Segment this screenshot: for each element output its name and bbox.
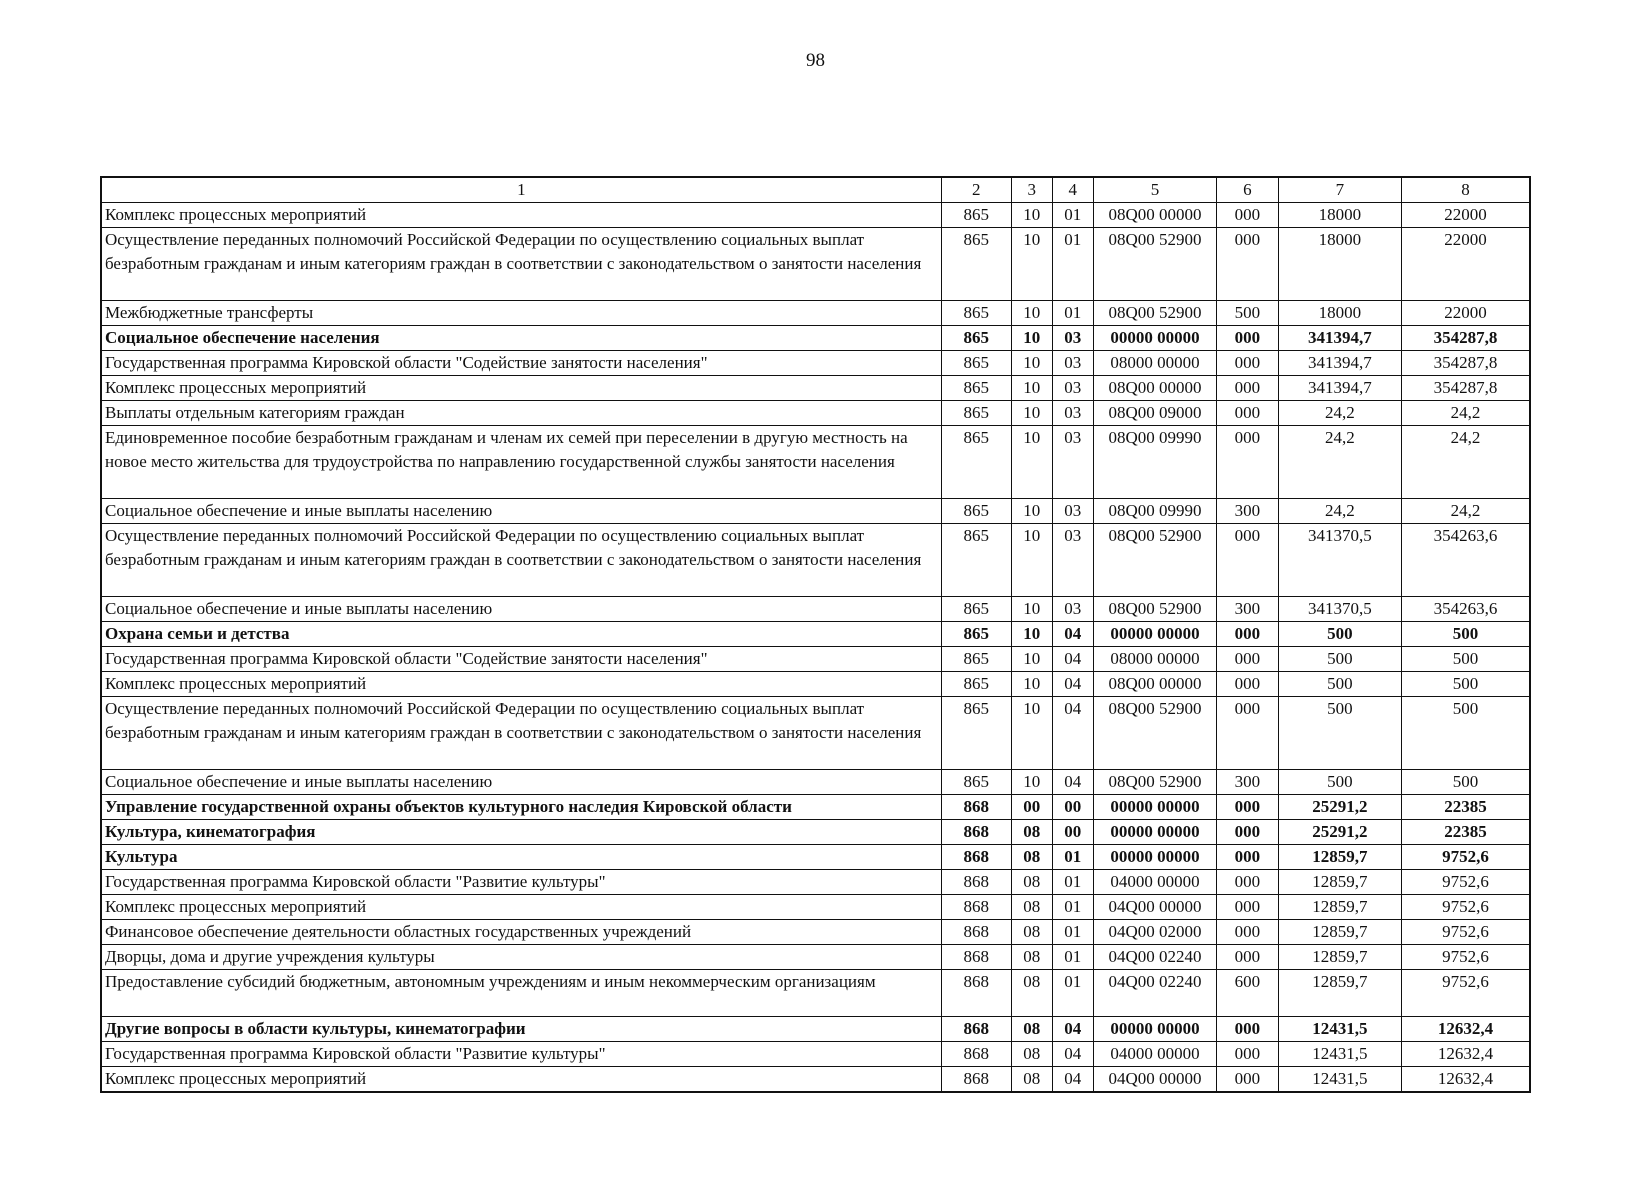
subsection-cell: 01 <box>1052 945 1093 970</box>
subsection-cell: 03 <box>1052 351 1093 376</box>
column-header: 8 <box>1402 177 1531 203</box>
target-article-cell: 08Q00 52900 <box>1093 301 1216 326</box>
amount-year2-cell: 354287,8 <box>1402 376 1531 401</box>
subsection-cell: 01 <box>1052 870 1093 895</box>
row-name-cell: Управление государственной охраны объектов культурного наследия Кировской области <box>101 795 941 820</box>
table-row <box>101 870 1530 895</box>
amount-year1-cell: 18000 <box>1278 301 1401 326</box>
target-article-cell: 08Q00 00000 <box>1093 203 1216 228</box>
expense-type-cell: 000 <box>1217 1042 1279 1067</box>
page-number: 98 <box>806 50 825 71</box>
section-cell: 08 <box>1011 1042 1052 1067</box>
amount-year2-cell: 12632,4 <box>1402 1067 1531 1093</box>
ministry-code-cell: 865 <box>941 351 1011 376</box>
section-cell: 10 <box>1011 672 1052 697</box>
amount-year2-cell: 22000 <box>1402 301 1531 326</box>
expense-type-cell: 000 <box>1217 376 1279 401</box>
row-name-cell: Культура <box>101 845 941 870</box>
target-article-cell: 00000 00000 <box>1093 795 1216 820</box>
expense-type-cell: 500 <box>1217 301 1279 326</box>
amount-year2-cell: 24,2 <box>1402 499 1531 524</box>
expense-type-cell: 000 <box>1217 351 1279 376</box>
section-cell: 10 <box>1011 524 1052 597</box>
section-cell: 08 <box>1011 845 1052 870</box>
header-row <box>101 177 1530 203</box>
section-cell: 10 <box>1011 326 1052 351</box>
expense-type-cell: 000 <box>1217 1017 1279 1042</box>
subsection-cell: 01 <box>1052 301 1093 326</box>
section-cell: 10 <box>1011 203 1052 228</box>
ministry-code-cell: 865 <box>941 672 1011 697</box>
expense-type-cell: 000 <box>1217 401 1279 426</box>
target-article-cell: 08Q00 52900 <box>1093 697 1216 770</box>
row-name-cell: Комплекс процессных мероприятий <box>101 1067 941 1093</box>
target-article-cell: 04Q00 02240 <box>1093 945 1216 970</box>
expense-type-cell: 000 <box>1217 203 1279 228</box>
amount-year1-cell: 500 <box>1278 622 1401 647</box>
ministry-code-cell: 865 <box>941 301 1011 326</box>
row-name-cell: Комплекс процессных мероприятий <box>101 203 941 228</box>
expense-type-cell: 600 <box>1217 970 1279 1017</box>
row-name-cell: Государственная программа Кировской области "Развитие культуры" <box>101 870 941 895</box>
table-row <box>101 301 1530 326</box>
amount-year1-cell: 24,2 <box>1278 401 1401 426</box>
table-row <box>101 945 1530 970</box>
amount-year1-cell: 12859,7 <box>1278 970 1401 1017</box>
ministry-code-cell: 868 <box>941 845 1011 870</box>
amount-year2-cell: 9752,6 <box>1402 920 1531 945</box>
section-cell: 10 <box>1011 499 1052 524</box>
row-name-cell: Социальное обеспечение и иные выплаты населению <box>101 597 941 622</box>
row-name-cell: Социальное обеспечение и иные выплаты населению <box>101 770 941 795</box>
section-cell: 08 <box>1011 970 1052 1017</box>
row-name-cell: Государственная программа Кировской области "Развитие культуры" <box>101 1042 941 1067</box>
section-cell: 10 <box>1011 376 1052 401</box>
subsection-cell: 03 <box>1052 326 1093 351</box>
expense-type-cell: 000 <box>1217 672 1279 697</box>
section-cell: 10 <box>1011 301 1052 326</box>
ministry-code-cell: 865 <box>941 770 1011 795</box>
amount-year2-cell: 500 <box>1402 647 1531 672</box>
row-name-cell: Государственная программа Кировской области "Содействие занятости населения" <box>101 647 941 672</box>
ministry-code-cell: 865 <box>941 524 1011 597</box>
amount-year2-cell: 12632,4 <box>1402 1017 1531 1042</box>
row-name-cell: Охрана семьи и детства <box>101 622 941 647</box>
amount-year2-cell: 354287,8 <box>1402 326 1531 351</box>
amount-year2-cell: 24,2 <box>1402 401 1531 426</box>
amount-year1-cell: 24,2 <box>1278 426 1401 499</box>
table-row <box>101 697 1530 770</box>
section-cell: 00 <box>1011 795 1052 820</box>
section-cell: 10 <box>1011 647 1052 672</box>
section-cell: 08 <box>1011 945 1052 970</box>
expense-type-cell: 000 <box>1217 945 1279 970</box>
row-name-cell: Осуществление переданных полномочий Российской Федерации по осуществлению социальных выплат безработным гражданам и иным категориям граждан в соответствии с законодательством о занятости населения <box>101 697 941 770</box>
ministry-code-cell: 868 <box>941 895 1011 920</box>
amount-year1-cell: 341394,7 <box>1278 376 1401 401</box>
target-article-cell: 04000 00000 <box>1093 870 1216 895</box>
ministry-code-cell: 865 <box>941 228 1011 301</box>
ministry-code-cell: 868 <box>941 795 1011 820</box>
section-cell: 10 <box>1011 426 1052 499</box>
subsection-cell: 04 <box>1052 1067 1093 1093</box>
subsection-cell: 04 <box>1052 1017 1093 1042</box>
ministry-code-cell: 865 <box>941 499 1011 524</box>
expense-type-cell: 000 <box>1217 524 1279 597</box>
table-row <box>101 401 1530 426</box>
target-article-cell: 08000 00000 <box>1093 647 1216 672</box>
expense-type-cell: 000 <box>1217 1067 1279 1093</box>
expense-type-cell: 000 <box>1217 697 1279 770</box>
amount-year2-cell: 354263,6 <box>1402 597 1531 622</box>
table-row <box>101 820 1530 845</box>
budget-table <box>100 176 1531 1093</box>
amount-year1-cell: 18000 <box>1278 203 1401 228</box>
target-article-cell: 08Q00 52900 <box>1093 597 1216 622</box>
table-row <box>101 770 1530 795</box>
row-name-cell: Другие вопросы в области культуры, кинематографии <box>101 1017 941 1042</box>
table-row <box>101 1067 1530 1093</box>
expense-type-cell: 000 <box>1217 426 1279 499</box>
target-article-cell: 04000 00000 <box>1093 1042 1216 1067</box>
table-row <box>101 845 1530 870</box>
amount-year2-cell: 24,2 <box>1402 426 1531 499</box>
expense-type-cell: 000 <box>1217 326 1279 351</box>
table-row <box>101 597 1530 622</box>
table-row <box>101 1017 1530 1042</box>
expense-type-cell: 000 <box>1217 845 1279 870</box>
row-name-cell: Культура, кинематография <box>101 820 941 845</box>
ministry-code-cell: 865 <box>941 697 1011 770</box>
subsection-cell: 03 <box>1052 426 1093 499</box>
ministry-code-cell: 868 <box>941 920 1011 945</box>
section-cell: 08 <box>1011 1067 1052 1093</box>
section-cell: 10 <box>1011 351 1052 376</box>
ministry-code-cell: 868 <box>941 1067 1011 1093</box>
subsection-cell: 01 <box>1052 203 1093 228</box>
subsection-cell: 01 <box>1052 228 1093 301</box>
row-name-cell: Социальное обеспечение населения <box>101 326 941 351</box>
column-header: 3 <box>1011 177 1052 203</box>
row-name-cell: Государственная программа Кировской области "Содействие занятости населения" <box>101 351 941 376</box>
amount-year2-cell: 354287,8 <box>1402 351 1531 376</box>
target-article-cell: 04Q00 00000 <box>1093 895 1216 920</box>
amount-year1-cell: 18000 <box>1278 228 1401 301</box>
subsection-cell: 03 <box>1052 499 1093 524</box>
expense-type-cell: 000 <box>1217 228 1279 301</box>
target-article-cell: 08Q00 52900 <box>1093 228 1216 301</box>
ministry-code-cell: 865 <box>941 426 1011 499</box>
table-row <box>101 895 1530 920</box>
expense-type-cell: 000 <box>1217 820 1279 845</box>
subsection-cell: 03 <box>1052 597 1093 622</box>
table-row <box>101 426 1530 499</box>
expense-type-cell: 000 <box>1217 920 1279 945</box>
expense-type-cell: 000 <box>1217 622 1279 647</box>
subsection-cell: 01 <box>1052 845 1093 870</box>
ministry-code-cell: 868 <box>941 1017 1011 1042</box>
amount-year1-cell: 25291,2 <box>1278 820 1401 845</box>
amount-year2-cell: 9752,6 <box>1402 945 1531 970</box>
target-article-cell: 08Q00 09990 <box>1093 426 1216 499</box>
table-row <box>101 920 1530 945</box>
row-name-cell: Выплаты отдельным категориям граждан <box>101 401 941 426</box>
row-name-cell: Межбюджетные трансферты <box>101 301 941 326</box>
column-header: 6 <box>1217 177 1279 203</box>
target-article-cell: 08Q00 00000 <box>1093 376 1216 401</box>
amount-year1-cell: 500 <box>1278 647 1401 672</box>
amount-year2-cell: 22385 <box>1402 795 1531 820</box>
table-row <box>101 795 1530 820</box>
table-body <box>101 203 1530 1093</box>
table-row <box>101 376 1530 401</box>
subsection-cell: 04 <box>1052 697 1093 770</box>
expense-type-cell: 300 <box>1217 770 1279 795</box>
subsection-cell: 03 <box>1052 524 1093 597</box>
column-header: 1 <box>101 177 941 203</box>
subsection-cell: 04 <box>1052 770 1093 795</box>
table-row <box>101 647 1530 672</box>
target-article-cell: 00000 00000 <box>1093 1017 1216 1042</box>
ministry-code-cell: 868 <box>941 1042 1011 1067</box>
amount-year2-cell: 22000 <box>1402 228 1531 301</box>
amount-year2-cell: 12632,4 <box>1402 1042 1531 1067</box>
amount-year1-cell: 25291,2 <box>1278 795 1401 820</box>
target-article-cell: 00000 00000 <box>1093 326 1216 351</box>
section-cell: 08 <box>1011 895 1052 920</box>
section-cell: 08 <box>1011 820 1052 845</box>
expense-type-cell: 000 <box>1217 795 1279 820</box>
amount-year2-cell: 354263,6 <box>1402 524 1531 597</box>
column-header: 4 <box>1052 177 1093 203</box>
amount-year1-cell: 24,2 <box>1278 499 1401 524</box>
amount-year2-cell: 22000 <box>1402 203 1531 228</box>
expense-type-cell: 000 <box>1217 895 1279 920</box>
amount-year2-cell: 9752,6 <box>1402 895 1531 920</box>
amount-year2-cell: 500 <box>1402 622 1531 647</box>
amount-year1-cell: 12859,7 <box>1278 845 1401 870</box>
amount-year2-cell: 9752,6 <box>1402 845 1531 870</box>
expense-type-cell: 300 <box>1217 597 1279 622</box>
table-row <box>101 351 1530 376</box>
amount-year1-cell: 12859,7 <box>1278 870 1401 895</box>
row-name-cell: Осуществление переданных полномочий Российской Федерации по осуществлению социальных выплат безработным гражданам и иным категориям граждан в соответствии с законодательством о занятости населения <box>101 228 941 301</box>
section-cell: 10 <box>1011 401 1052 426</box>
row-name-cell: Предоставление субсидий бюджетным, автономным учреждениям и иным некоммерческим организациям <box>101 970 941 1017</box>
amount-year1-cell: 500 <box>1278 697 1401 770</box>
subsection-cell: 01 <box>1052 970 1093 1017</box>
row-name-cell: Финансовое обеспечение деятельности областных государственных учреждений <box>101 920 941 945</box>
target-article-cell: 00000 00000 <box>1093 845 1216 870</box>
target-article-cell: 08Q00 52900 <box>1093 524 1216 597</box>
row-name-cell: Социальное обеспечение и иные выплаты населению <box>101 499 941 524</box>
target-article-cell: 08Q00 52900 <box>1093 770 1216 795</box>
amount-year1-cell: 500 <box>1278 770 1401 795</box>
amount-year1-cell: 12859,7 <box>1278 945 1401 970</box>
amount-year2-cell: 9752,6 <box>1402 870 1531 895</box>
table-row <box>101 1042 1530 1067</box>
section-cell: 10 <box>1011 770 1052 795</box>
table-row <box>101 326 1530 351</box>
amount-year1-cell: 12431,5 <box>1278 1067 1401 1093</box>
amount-year1-cell: 341394,7 <box>1278 351 1401 376</box>
subsection-cell: 00 <box>1052 820 1093 845</box>
table-row <box>101 672 1530 697</box>
section-cell: 10 <box>1011 597 1052 622</box>
column-header: 2 <box>941 177 1011 203</box>
subsection-cell: 01 <box>1052 895 1093 920</box>
amount-year1-cell: 341370,5 <box>1278 597 1401 622</box>
ministry-code-cell: 868 <box>941 820 1011 845</box>
table-row <box>101 228 1530 301</box>
target-article-cell: 04Q00 02000 <box>1093 920 1216 945</box>
target-article-cell: 04Q00 00000 <box>1093 1067 1216 1093</box>
row-name-cell: Комплекс процессных мероприятий <box>101 672 941 697</box>
ministry-code-cell: 868 <box>941 945 1011 970</box>
subsection-cell: 01 <box>1052 920 1093 945</box>
section-cell: 10 <box>1011 622 1052 647</box>
section-cell: 08 <box>1011 920 1052 945</box>
expense-type-cell: 000 <box>1217 870 1279 895</box>
subsection-cell: 03 <box>1052 401 1093 426</box>
target-article-cell: 08Q00 00000 <box>1093 672 1216 697</box>
section-cell: 10 <box>1011 697 1052 770</box>
amount-year2-cell: 500 <box>1402 672 1531 697</box>
amount-year1-cell: 341370,5 <box>1278 524 1401 597</box>
expense-type-cell: 300 <box>1217 499 1279 524</box>
column-header: 7 <box>1278 177 1401 203</box>
subsection-cell: 04 <box>1052 1042 1093 1067</box>
amount-year2-cell: 500 <box>1402 697 1531 770</box>
amount-year2-cell: 22385 <box>1402 820 1531 845</box>
table-row <box>101 524 1530 597</box>
target-article-cell: 08000 00000 <box>1093 351 1216 376</box>
expense-type-cell: 000 <box>1217 647 1279 672</box>
row-name-cell: Дворцы, дома и другие учреждения культуры <box>101 945 941 970</box>
ministry-code-cell: 868 <box>941 970 1011 1017</box>
target-article-cell: 00000 00000 <box>1093 622 1216 647</box>
ministry-code-cell: 865 <box>941 376 1011 401</box>
ministry-code-cell: 865 <box>941 622 1011 647</box>
target-article-cell: 08Q00 09000 <box>1093 401 1216 426</box>
row-name-cell: Комплекс процессных мероприятий <box>101 376 941 401</box>
subsection-cell: 04 <box>1052 647 1093 672</box>
amount-year1-cell: 12859,7 <box>1278 920 1401 945</box>
row-name-cell: Единовременное пособие безработным гражданам и членам их семей при переселении в другую местность на новое место жительства для трудоустройства по направлению государственной службы занятости населения <box>101 426 941 499</box>
table-row <box>101 970 1530 1017</box>
amount-year1-cell: 341394,7 <box>1278 326 1401 351</box>
amount-year2-cell: 500 <box>1402 770 1531 795</box>
ministry-code-cell: 865 <box>941 401 1011 426</box>
subsection-cell: 04 <box>1052 672 1093 697</box>
ministry-code-cell: 865 <box>941 647 1011 672</box>
ministry-code-cell: 865 <box>941 203 1011 228</box>
ministry-code-cell: 868 <box>941 870 1011 895</box>
row-name-cell: Комплекс процессных мероприятий <box>101 895 941 920</box>
amount-year1-cell: 12859,7 <box>1278 895 1401 920</box>
subsection-cell: 00 <box>1052 795 1093 820</box>
ministry-code-cell: 865 <box>941 597 1011 622</box>
section-cell: 08 <box>1011 1017 1052 1042</box>
amount-year2-cell: 9752,6 <box>1402 970 1531 1017</box>
table-row <box>101 622 1530 647</box>
ministry-code-cell: 865 <box>941 326 1011 351</box>
table-row <box>101 499 1530 524</box>
table-row <box>101 203 1530 228</box>
target-article-cell: 04Q00 02240 <box>1093 970 1216 1017</box>
section-cell: 10 <box>1011 228 1052 301</box>
amount-year1-cell: 12431,5 <box>1278 1042 1401 1067</box>
row-name-cell: Осуществление переданных полномочий Российской Федерации по осуществлению социальных выплат безработным гражданам и иным категориям граждан в соответствии с законодательством о занятости населения <box>101 524 941 597</box>
subsection-cell: 04 <box>1052 622 1093 647</box>
amount-year1-cell: 500 <box>1278 672 1401 697</box>
column-header: 5 <box>1093 177 1216 203</box>
section-cell: 08 <box>1011 870 1052 895</box>
target-article-cell: 00000 00000 <box>1093 820 1216 845</box>
subsection-cell: 03 <box>1052 376 1093 401</box>
target-article-cell: 08Q00 09990 <box>1093 499 1216 524</box>
amount-year1-cell: 12431,5 <box>1278 1017 1401 1042</box>
